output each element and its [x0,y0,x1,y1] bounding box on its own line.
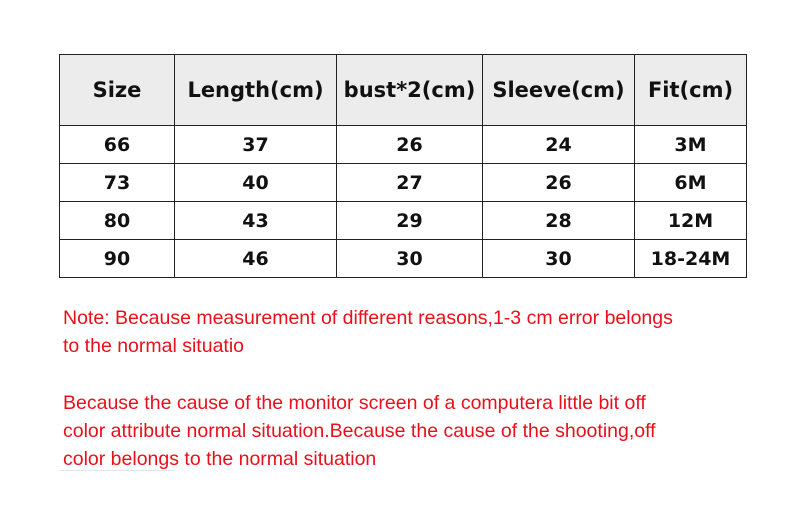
table-row [60,240,747,278]
cell-fit: 6M [635,164,747,202]
cell-bust: 27 [337,164,483,202]
decorative-divider [59,470,174,471]
cell-sleeve: 30 [483,240,635,278]
cell-sleeve: 26 [483,164,635,202]
cell-length: 37 [175,126,337,164]
cell-length: 46 [175,240,337,278]
note-line: Because the cause of the monitor screen of a computera little bit off [63,392,646,414]
note-line: Note: Because measurement of different reasons,1-3 cm error belongs [63,307,673,329]
table-row [60,126,747,164]
note-line: to the normal situatio [63,335,245,357]
cell-fit: 12M [635,202,747,240]
header-bust: bust*2(cm) [337,55,483,126]
color-note [63,389,656,473]
header-length: Length(cm) [175,55,337,126]
note-line: color belongs to the normal situation [63,448,377,470]
table-row [60,202,747,240]
cell-size: 90 [60,240,175,278]
cell-bust: 29 [337,202,483,240]
cell-length: 43 [175,202,337,240]
table-header-row [60,55,747,126]
table-row [60,164,747,202]
header-sleeve: Sleeve(cm) [483,55,635,126]
cell-length: 40 [175,164,337,202]
cell-size: 80 [60,202,175,240]
cell-bust: 26 [337,126,483,164]
cell-size: 73 [60,164,175,202]
cell-sleeve: 28 [483,202,635,240]
size-chart-table [59,54,747,278]
header-fit: Fit(cm) [635,55,747,126]
cell-fit: 3M [635,126,747,164]
cell-fit: 18-24M [635,240,747,278]
cell-size: 66 [60,126,175,164]
cell-bust: 30 [337,240,483,278]
note-line: color attribute normal situation.Because the cause of the shooting,off [63,420,656,442]
cell-sleeve: 24 [483,126,635,164]
measurement-note [63,304,673,360]
header-size: Size [60,55,175,126]
